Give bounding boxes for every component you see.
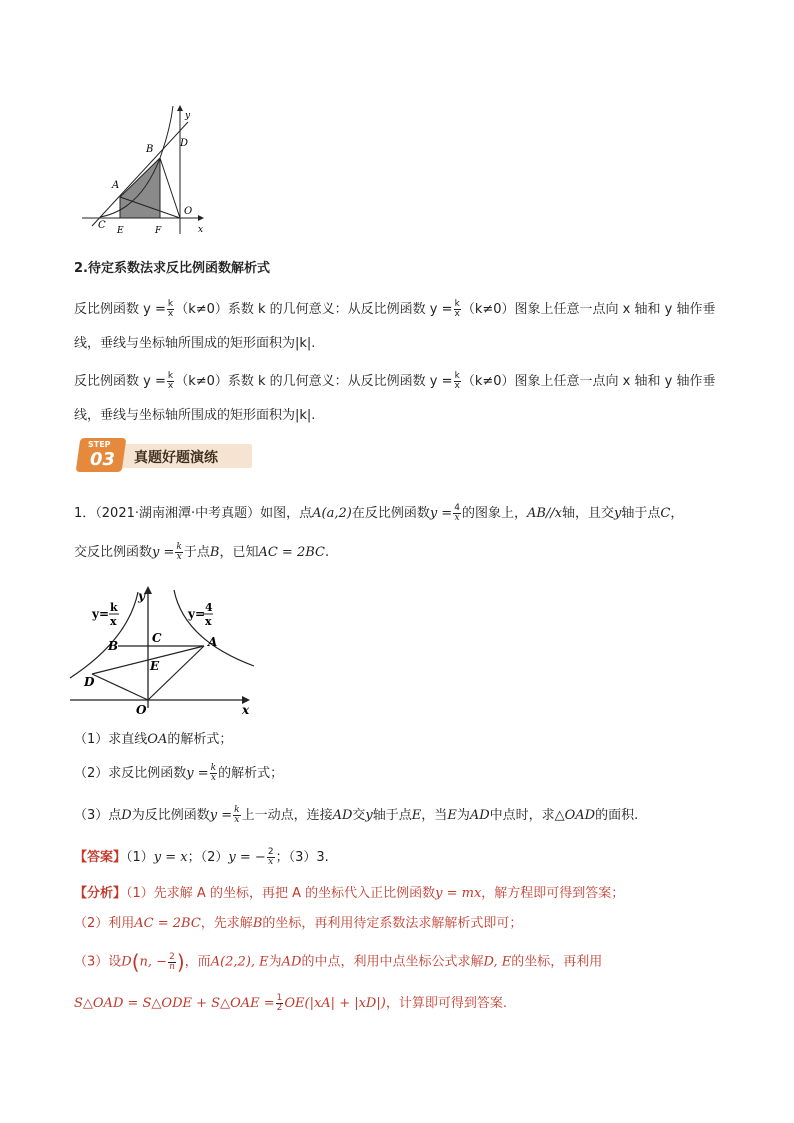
analysis-line-4: S△OAD = S△ODE + S△OAE = $\frac{1}{2}$ OE(|xA| + |xD|)，计算即可得到答案. — [74, 993, 507, 1013]
problem-1-line-2: 交反比例函数y = $\frac{k}{x}$ 于点B，已知AC = 2BC. — [74, 542, 330, 562]
label-c: C — [98, 220, 106, 231]
p1-label-e: E — [150, 659, 160, 673]
paragraph-2-line-1: 反比例函数 y = $\frac{k}{x}$ （k≠0）系数 k 的几何意义：从反比例函数 y = $\frac{k}{x}$ （k≠0）图象上任意一点向 x 轴和 y 轴作垂 — [74, 371, 716, 391]
step-title: 真题好题演练 — [134, 450, 218, 466]
label-b: B — [146, 144, 154, 155]
step-label: STEP — [88, 440, 111, 449]
label-f: F — [155, 226, 162, 236]
p1-label-b: B — [108, 639, 119, 653]
paragraph-1-line-2: 线，垂线与坐标轴所围成的矩形面积为|k|. — [74, 336, 316, 351]
p1-line-od — [92, 674, 148, 700]
question-2: （2）求反比例函数y = $\frac{k}{x}$ 的解析式； — [74, 763, 284, 783]
p1-y-axis-arrow — [144, 586, 152, 594]
question-1: （1）求直线OA的解析式； — [74, 732, 233, 747]
p1-label-a: A — [208, 635, 218, 649]
y-axis-arrow — [177, 105, 183, 111]
p1-label-c: C — [152, 631, 162, 645]
answer-line: 【答案】（1）y = x；（2）y = − $\frac{2}{x}$ ；（3）3. — [74, 847, 329, 867]
p1-label-d: D — [84, 675, 95, 689]
p1-label-x: x — [242, 703, 250, 717]
label-a: A — [112, 180, 120, 191]
step-banner — [76, 438, 252, 474]
step-number: 03 — [90, 449, 116, 470]
paragraph-2-line-2: 线，垂线与坐标轴所围成的矩形面积为|k|. — [74, 408, 316, 423]
label-d: D — [180, 138, 189, 149]
p1-label-right-den: x — [205, 615, 212, 628]
analysis-line-1: 【分析】（1）先求解 A 的坐标，再把 A 的坐标代入正比例函数y = mx，解方程即可得到答案； — [74, 886, 625, 901]
figure-reciprocal-area — [80, 100, 220, 240]
x-axis-arrow — [198, 215, 204, 221]
question-3: （3）点D为反比例函数y = $\frac{k}{x}$ 上一动点，连接AD交y轴于点E，当E为AD中点时，求△OAD的面积. — [74, 805, 639, 825]
p1-label-right-num: 4 — [205, 601, 213, 614]
line-bo — [160, 158, 180, 218]
figure-problem-1 — [66, 580, 266, 720]
p1-label-o: O — [136, 703, 147, 717]
section-title: 2.待定系数法求反比例函数解析式 — [74, 261, 270, 276]
p1-label-y: y — [138, 589, 145, 603]
p1-line-oa — [148, 646, 204, 700]
p1-label-left-num: k — [110, 601, 118, 614]
label-x: x — [198, 225, 204, 235]
label-o: O — [184, 206, 193, 217]
p1-label-left-den: x — [110, 615, 117, 628]
label-y: y — [185, 111, 191, 121]
p1-curve-right — [174, 590, 254, 666]
label-e: E — [117, 226, 124, 236]
problem-1-line-1: 1．（2021·湖南湘潭·中考真题）如图，点A(a,2)在反比例函数y = $\frac{4}{x}$ 的图象上，AB//x轴，且交y轴于点C， — [74, 503, 684, 523]
analysis-line-2: （2）利用AC = 2BC，先求解B的坐标，再利用待定系数法求解解析式即可； — [74, 916, 523, 931]
paragraph-1-line-1: 反比例函数 y = $\frac{k}{x}$ （k≠0）系数 k 的几何意义：从反比例函数 y = $\frac{k}{x}$ （k≠0）图象上任意一点向 x 轴和 y 轴作垂 — [74, 299, 716, 319]
p1-label-left-func: y= — [92, 607, 110, 621]
analysis-line-3: （3）设D(n, − $\frac{2}{n}$ )，而A(2,2), E为AD的中点，利用中点坐标公式求解D, E的坐标，再利用 — [74, 950, 603, 974]
p1-label-right-func: y= — [188, 607, 206, 621]
